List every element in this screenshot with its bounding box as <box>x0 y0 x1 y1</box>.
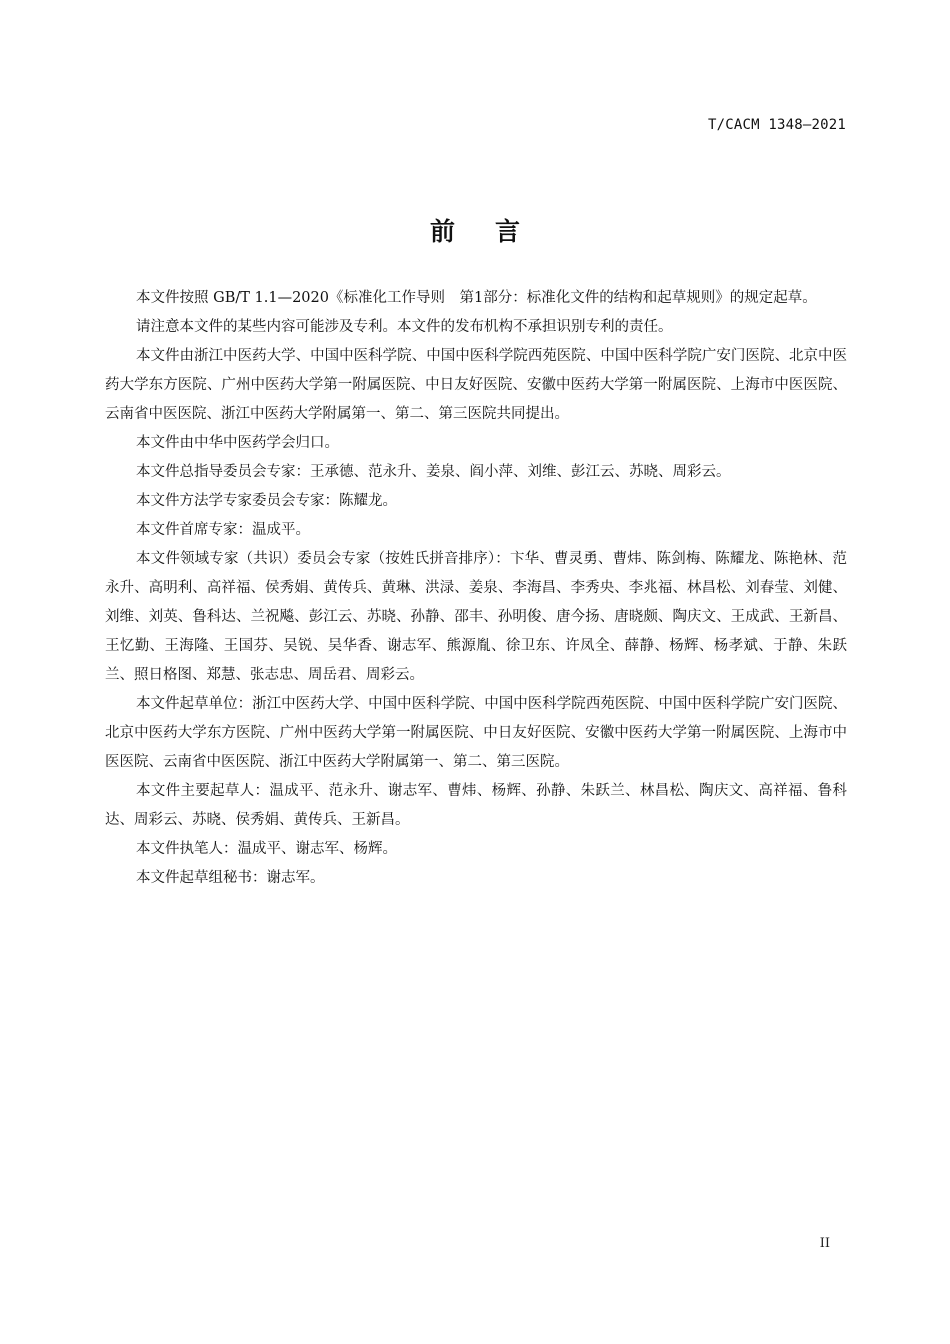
paragraph-domain-experts: 本文件领域专家（共识）委员会专家（按姓氏拼音排序）：卞华、曹灵勇、曹炜、陈剑梅、陈耀龙、陈艳林、范永升、高明利、高祥福、侯秀娟、黄传兵、黄琳、洪渌、姜泉、李海昌、李秀央、李兆福、林昌松、刘春莹、刘健、刘维、刘英、鲁科达、兰祝飚、彭江云、苏晓、孙静、邵丰、孙明俊、唐今扬、唐晓颇、陶庆文、王成武、王新昌、王忆勤、王海隆、王国芬、吴锐、吴华香、谢志军、熊源胤、徐卫东、许凤全、薛静、杨辉、杨孝斌、于静、朱跃兰、照日格图、郑慧、张志忠、周岳君、周彩云。 <box>105 551 847 683</box>
paragraph-centralized-by: 本文件由中华中医药学会归口。 <box>136 435 339 451</box>
page-title: 前言 <box>429 216 560 246</box>
paragraph-writers: 本文件执笔人：温成平、谢志军、杨辉。 <box>136 841 397 857</box>
paragraph-main-drafters: 本文件主要起草人：温成平、范永升、谢志军、曹炜、杨辉、孙静、朱跃兰、林昌松、陶庆文、高祥福、鲁科达、周彩云、苏晓、侯秀娟、黄传兵、王新昌。 <box>105 783 847 828</box>
page-number: II <box>819 1236 830 1251</box>
paragraph-methodology-expert: 本文件方法学专家委员会专家：陈耀龙。 <box>136 493 397 509</box>
paragraph-secretary: 本文件起草组秘书：谢志军。 <box>136 870 325 886</box>
paragraph-chief-expert: 本文件首席专家：温成平。 <box>136 522 310 538</box>
paragraph-steering-committee: 本文件总指导委员会专家：王承德、范永升、姜泉、阎小萍、刘维、彭江云、苏晓、周彩云。 <box>136 464 731 480</box>
paragraph-proposers: 本文件由浙江中医药大学、中国中医科学院、中国中医科学院西苑医院、中国中医科学院广安门医院、北京中医药大学东方医院、广州中医药大学第一附属医院、中日友好医院、安徽中医药大学第一附属医院、上海市中医医院、云南省中医医院、浙江中医药大学附属第一、第二、第三医院共同提出。 <box>105 348 847 422</box>
paragraph-patent-notice: 请注意本文件的某些内容可能涉及专利。本文件的发布机构不承担识别专利的责任。 <box>136 319 673 335</box>
paragraph-drafting-units: 本文件起草单位：浙江中医药大学、中国中医科学院、中国中医科学院西苑医院、中国中医科学院广安门医院、北京中医药大学东方医院、广州中医药大学第一附属医院、中日友好医院、安徽中医药大学第一附属医院、上海市中医医院、云南省中医医院、浙江中医药大学附属第一、第二、第三医院。 <box>105 696 847 770</box>
document-code: T/CACM 1348—2021 <box>707 117 846 133</box>
paragraph-drafting-rules: 本文件按照 GB/T 1.1—2020《标准化工作导则 第1部分：标准化文件的结构和起草规则》的规定起草。 <box>136 290 817 306</box>
foreword-body <box>105 284 847 893</box>
